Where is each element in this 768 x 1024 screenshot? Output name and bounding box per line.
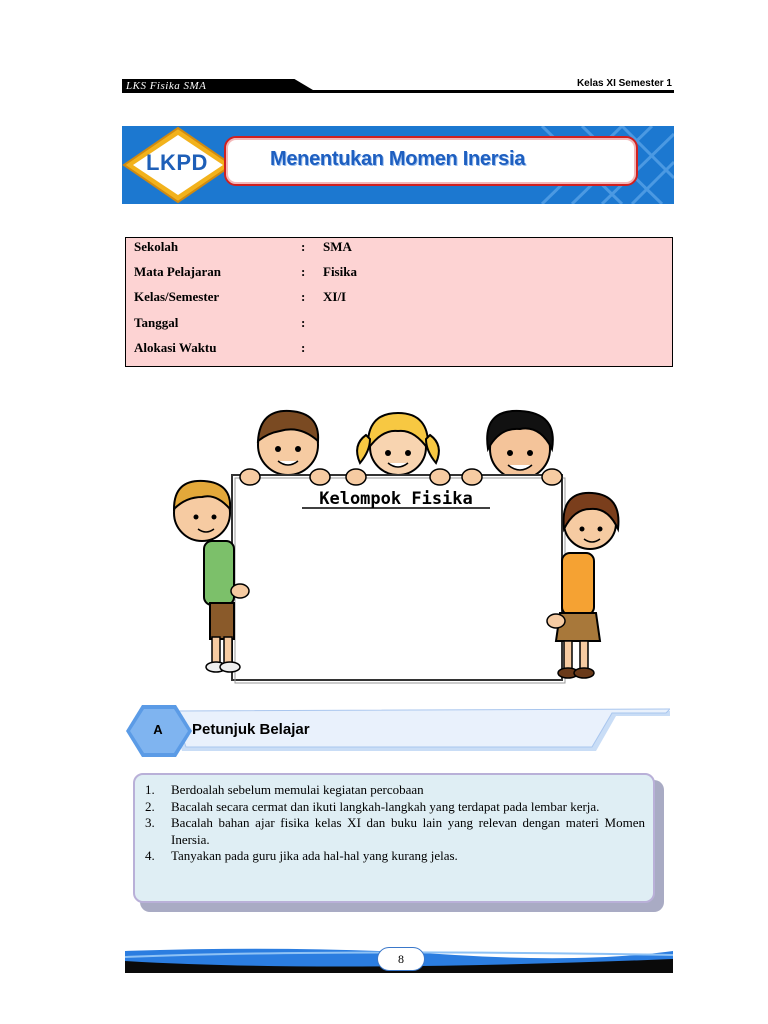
info-label: Mata Pelajaran: [134, 264, 222, 279]
header-left-text: LKS Fisika SMA: [126, 80, 207, 92]
info-label: Sekolah: [134, 239, 179, 254]
list-number: 4.: [145, 848, 155, 863]
list-number: 3.: [145, 815, 155, 830]
kid-head-left: [258, 411, 318, 475]
list-item: [145, 815, 645, 848]
list-text: Bacalah secara cermat dan ikuti langkah-langkah yang terdapat pada lembar kerja.: [171, 798, 600, 814]
info-value: SMA: [323, 239, 352, 254]
page-footer: [125, 943, 673, 977]
info-colon: :: [301, 239, 306, 254]
page-header: [122, 79, 674, 93]
document-title: Menentukan Momen Inersia: [270, 148, 526, 170]
title-box: [224, 136, 638, 186]
identity-table: [125, 237, 673, 367]
lkpd-badge-label: LKPD: [146, 150, 208, 175]
list-text: Bacalah bahan ajar fisika kelas XI dan buku lain yang relevan dengan materi Momen Inersia.: [171, 815, 645, 847]
section-a-letter: A: [153, 722, 163, 737]
info-colon: :: [301, 315, 306, 330]
kid-head-right: [487, 411, 553, 479]
info-colon: :: [301, 340, 306, 355]
info-value: XI/I: [323, 289, 347, 304]
list-text: Tanyakan pada guru jika ada hal-hal yang kurang jelas.: [171, 848, 458, 863]
page-number: 8: [377, 947, 425, 971]
instructions-list: [145, 782, 645, 865]
info-label: Kelas/Semester: [134, 289, 220, 304]
list-item: [145, 782, 645, 799]
header-rule: [312, 90, 674, 93]
list-item: [145, 848, 645, 865]
info-colon: :: [301, 289, 306, 304]
instructions-box: [133, 773, 655, 903]
list-item: [145, 799, 645, 816]
info-label: Tanggal: [134, 315, 179, 330]
kids-board-illustration: [160, 405, 630, 690]
section-a-header: [126, 703, 670, 759]
list-number: 2.: [145, 798, 155, 814]
info-label: Alokasi Waktu: [134, 340, 217, 355]
list-number: 1.: [145, 782, 155, 797]
header-right-text: Kelas XI Semester 1: [576, 78, 672, 89]
list-text: Berdoalah sebelum memulai kegiatan percobaan: [171, 782, 424, 797]
kid-head-middle: [357, 413, 439, 475]
board-text: Kelompok Fisika: [319, 489, 473, 509]
section-a-title: Petunjuk Belajar: [192, 721, 310, 738]
info-value: Fisika: [323, 264, 357, 279]
info-colon: :: [301, 264, 306, 279]
title-banner: [122, 126, 674, 204]
